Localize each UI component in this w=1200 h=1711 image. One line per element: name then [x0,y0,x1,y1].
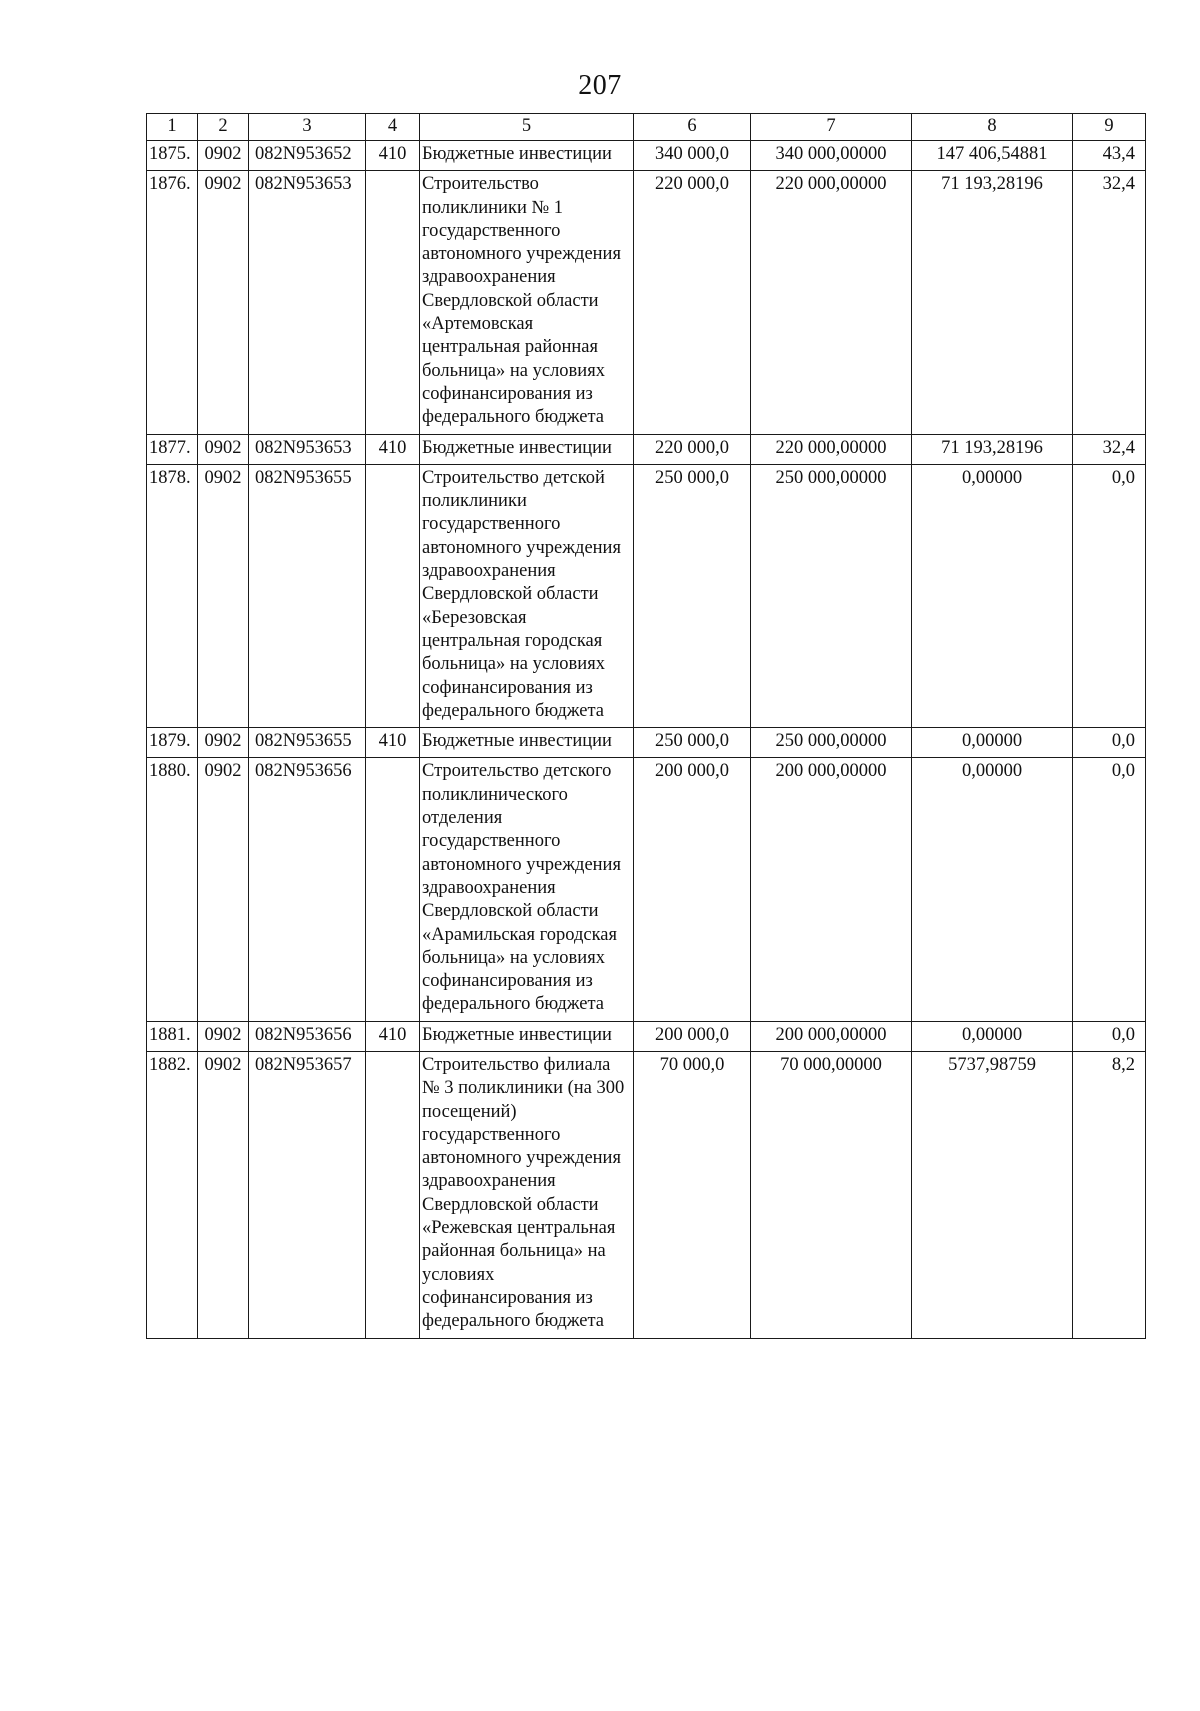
target-article-code: 082N953652 [249,141,366,171]
target-article-code: 082N953655 [249,728,366,758]
target-article-code: 082N953655 [249,464,366,727]
header-cell: 1 [147,114,198,141]
table-row [147,464,1146,727]
header-cell: 3 [249,114,366,141]
row-number: 1882. [147,1051,198,1338]
header-cell: 2 [198,114,249,141]
section-code: 0902 [198,141,249,171]
execution-percent: 43,4 [1073,141,1146,171]
item-name: Строительство детской поликлиники государственного автономного учреждения здравоохранения Свердловской области «Березовская центральная городская больница» на условиях софинансирования из федерального бюджета [420,464,634,727]
expense-type-code: 410 [366,434,420,464]
plan-amount: 70 000,0 [634,1051,751,1338]
budget-table [146,113,1146,1339]
item-name: Бюджетные инвестиции [420,728,634,758]
section-code: 0902 [198,1051,249,1338]
table-row [147,1021,1146,1051]
expense-type-code: 410 [366,728,420,758]
execution-percent: 8,2 [1073,1051,1146,1338]
row-number: 1880. [147,758,198,1021]
execution-percent: 32,4 [1073,434,1146,464]
row-number: 1881. [147,1021,198,1051]
approved-amount: 250 000,00000 [751,728,912,758]
header-row [147,114,1146,141]
executed-amount: 5737,98759 [912,1051,1073,1338]
plan-amount: 220 000,0 [634,171,751,434]
header-cell: 7 [751,114,912,141]
table-row [147,728,1146,758]
executed-amount: 147 406,54881 [912,141,1073,171]
target-article-code: 082N953656 [249,1021,366,1051]
expense-type-code [366,758,420,1021]
approved-amount: 70 000,00000 [751,1051,912,1338]
plan-amount: 200 000,0 [634,1021,751,1051]
approved-amount: 220 000,00000 [751,434,912,464]
executed-amount: 0,00000 [912,1021,1073,1051]
target-article-code: 082N953653 [249,171,366,434]
expense-type-code [366,171,420,434]
header-cell: 8 [912,114,1073,141]
row-number: 1879. [147,728,198,758]
execution-percent: 0,0 [1073,728,1146,758]
table-row [147,171,1146,434]
executed-amount: 71 193,28196 [912,171,1073,434]
execution-percent: 32,4 [1073,171,1146,434]
item-name: Строительство филиала № 3 поликлиники (на 300 посещений) государственного автономного учреждения здравоохранения Свердловской области «Режевская центральная районная больница» на условиях софинансирования из федерального бюджета [420,1051,634,1338]
approved-amount: 250 000,00000 [751,464,912,727]
expense-type-code [366,464,420,727]
item-name: Строительство поликлиники № 1 государственного автономного учреждения здравоохранения Свердловской области «Артемовская центральная районная больница» на условиях софинансирования из федерального бюджета [420,171,634,434]
section-code: 0902 [198,171,249,434]
section-code: 0902 [198,434,249,464]
item-name: Строительство детского поликлинического отделения государственного автономного учреждения здравоохранения Свердловской области «Арамильская городская больница» на условиях софинансирования из федерального бюджета [420,758,634,1021]
table-row [147,434,1146,464]
header-cell: 5 [420,114,634,141]
execution-percent: 0,0 [1073,1021,1146,1051]
executed-amount: 0,00000 [912,758,1073,1021]
executed-amount: 71 193,28196 [912,434,1073,464]
execution-percent: 0,0 [1073,758,1146,1021]
section-code: 0902 [198,758,249,1021]
plan-amount: 220 000,0 [634,434,751,464]
row-number: 1877. [147,434,198,464]
target-article-code: 082N953656 [249,758,366,1021]
expense-type-code: 410 [366,141,420,171]
item-name: Бюджетные инвестиции [420,1021,634,1051]
table-row [147,1051,1146,1338]
row-number: 1878. [147,464,198,727]
row-number: 1875. [147,141,198,171]
target-article-code: 082N953657 [249,1051,366,1338]
plan-amount: 250 000,0 [634,464,751,727]
section-code: 0902 [198,728,249,758]
approved-amount: 200 000,00000 [751,1021,912,1051]
page-number: 207 [578,70,622,101]
executed-amount: 0,00000 [912,464,1073,727]
section-code: 0902 [198,1021,249,1051]
header-cell: 9 [1073,114,1146,141]
row-number: 1876. [147,171,198,434]
approved-amount: 340 000,00000 [751,141,912,171]
plan-amount: 340 000,0 [634,141,751,171]
expense-type-code: 410 [366,1021,420,1051]
execution-percent: 0,0 [1073,464,1146,727]
approved-amount: 220 000,00000 [751,171,912,434]
section-code: 0902 [198,464,249,727]
plan-amount: 250 000,0 [634,728,751,758]
plan-amount: 200 000,0 [634,758,751,1021]
header-cell: 4 [366,114,420,141]
expense-type-code [366,1051,420,1338]
item-name: Бюджетные инвестиции [420,141,634,171]
table-row [147,758,1146,1021]
approved-amount: 200 000,00000 [751,758,912,1021]
target-article-code: 082N953653 [249,434,366,464]
table-row [147,141,1146,171]
item-name: Бюджетные инвестиции [420,434,634,464]
executed-amount: 0,00000 [912,728,1073,758]
header-cell: 6 [634,114,751,141]
